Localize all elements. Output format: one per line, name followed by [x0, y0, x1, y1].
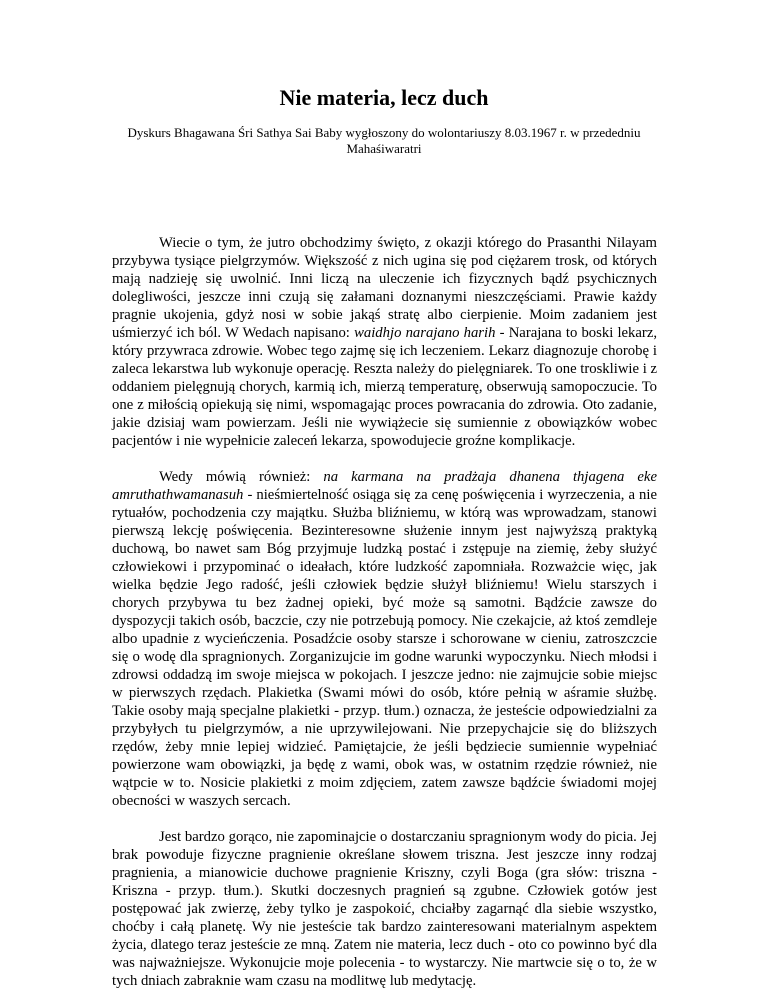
paragraph-1-text-b: - Narajana to boski lekarz, który przywraca zdrowie. Wobec tego zajmę się ich leczeniem. Lekarz diagnozuje chorobę i zaleca lekarstwa lub wykonuje operację. Reszta należy do pielęgniarek. To one troskliwie i z oddaniem pielęgnują chorych, karmią ich, mierzą temperaturę, obserwują samopoczucie. To one z miłością opiekują się nimi, wspomagając proces powracania do zdrowia. Oto zadanie, jakie dzisiaj wam powierzam. Jeśli nie wywiążecie się sumiennie z obowiązków wobec pacjentów i nie wypełnicie zaleceń lekarza, spowodujecie groźne komplikacje.: [112, 325, 658, 449]
document-body: [112, 234, 657, 1008]
paragraph-1-text-a: Wiecie o tym, że jutro obchodzimy święto, z okazji którego do Prasanthi Nilayam przybywa tysiące pielgrzymów. Większość z nich ugina się pod ciężarem trosk, od których mają nadzieję się uwolnić. Inni liczą na uleczenie ich fizycznych bądź psychicznych dolegliwości, jeszcze inni czują się załamani doznanymi nieszczęściami. Prawie każdy pragnie ukojenia, gdyż nosi w sobie jakąś stratę albo cierpienie. Moim zadaniem jest uśmierzyć ich ból. W Wedach napisano:: [112, 235, 657, 341]
paragraph-1: [112, 234, 657, 450]
page-subtitle: Dyskurs Bhagawana Śri Sathya Sai Baby wygłoszony do wolontariuszy 8.03.1967 r. w przededniu Mahaśiwaratri: [127, 125, 641, 156]
paragraph-2: [112, 468, 657, 810]
paragraph-2-text-a: Wedy mówią również:: [159, 469, 324, 485]
paragraph-1-quote: waidhjo narajano harih: [354, 325, 496, 341]
paragraph-3: Jest bardzo gorąco, nie zapominajcie o dostarczaniu spragnionym wody do picia. Jej brak powoduje fizyczne pragnienie określane słowem triszna. Jest jeszcze inny rodzaj pragnienia, a mianowicie duchowe pragnienie Kriszny, czyli Boga (gra słów: triszna - Kriszna - przyp. tłum.). Skutki doczesnych pragnień są zgubne. Człowiek gotów jest postępować jak zwierzę, żeby tylko je zaspokoić, chciałby zagarnąć dla siebie wszystko, choćby i całą planetę. Wy nie jesteście tak bardzo zainteresowani materialnym aspektem życia, dlatego teraz jesteście ze mną. Zatem nie materia, lecz duch - oto co powinno być dla was najważniejsze. Wykonujcie moje polecenia - to wystarczy. Nie martwcie się o to, że w tych dniach zabraknie wam czasu na modlitwę lub medytację.: [112, 829, 657, 989]
paragraph-2-text-b: - nieśmiertelność osiąga się za cenę poświęcenia i wyrzeczenia, a nie rytuałów, pochodzenia czy majątku. Służba bliźniemu, w którą was wprowadzam, stanowi pierwszą lekcję poświęcenia. Bezinteresowne służenie innym jest najwyższą praktyką duchową, bo nawet sam Bóg przyjmuje ludzką postać i zstępuje na ziemię, żeby służyć człowiekowi i przypominać o ideałach, które ludzkość zapomniała. Rozważcie więc, jak wielka będzie Jego radość, jeśli człowiek będzie służył bliźniemu! Wielu starszych i chorych przybywa tu bez żadnej opieki, być może są samotni. Bądźcie zawsze do dyspozycji takich osób, baczcie, czy nie potrzebują pomocy. Nie czekajcie, aż ktoś zemdleje albo upadnie z wycieńczenia. Posadźcie osoby starsze i schorowane w cieniu, zatroszczcie się o wodę dla spragnionych. Zorganizujcie im godne warunki wypoczynku. Niech młodsi i zdrowsi oddadzą im swoje miejsca w pokojach. I jeszcze jedno: nie zajmujcie sobie miejsc w pierwszych rzędach. Plakietka (Swami mówi do osób, które pełnią w aśramie służbę. Takie osoby mają specjalne plakietki - przyp. tłum.) oznacza, że jesteście odpowiedzialni za przybyłych tu pielgrzymów, a nie uprzywilejowani. Nie przepychajcie się do bliższych rzędów, żeby mnie lepiej widzieć. Pamiętajcie, że jeśli będziecie sumiennie wypełniać powierzone wam obowiązki, ja będę z wami, obok was, w ostatnim rzędzie również, nie wątpcie w to. Nosicie plakietki z moim zdjęciem, zatem zawsze bądźcie świadomi mojej obecności w waszych sercach.: [112, 487, 657, 809]
paragraph-2-quote: na karmana na pradżaja dhanena thjagena eke amruthathwamanasuh: [112, 469, 657, 503]
page-title: Nie materia, lecz duch: [279, 85, 489, 110]
